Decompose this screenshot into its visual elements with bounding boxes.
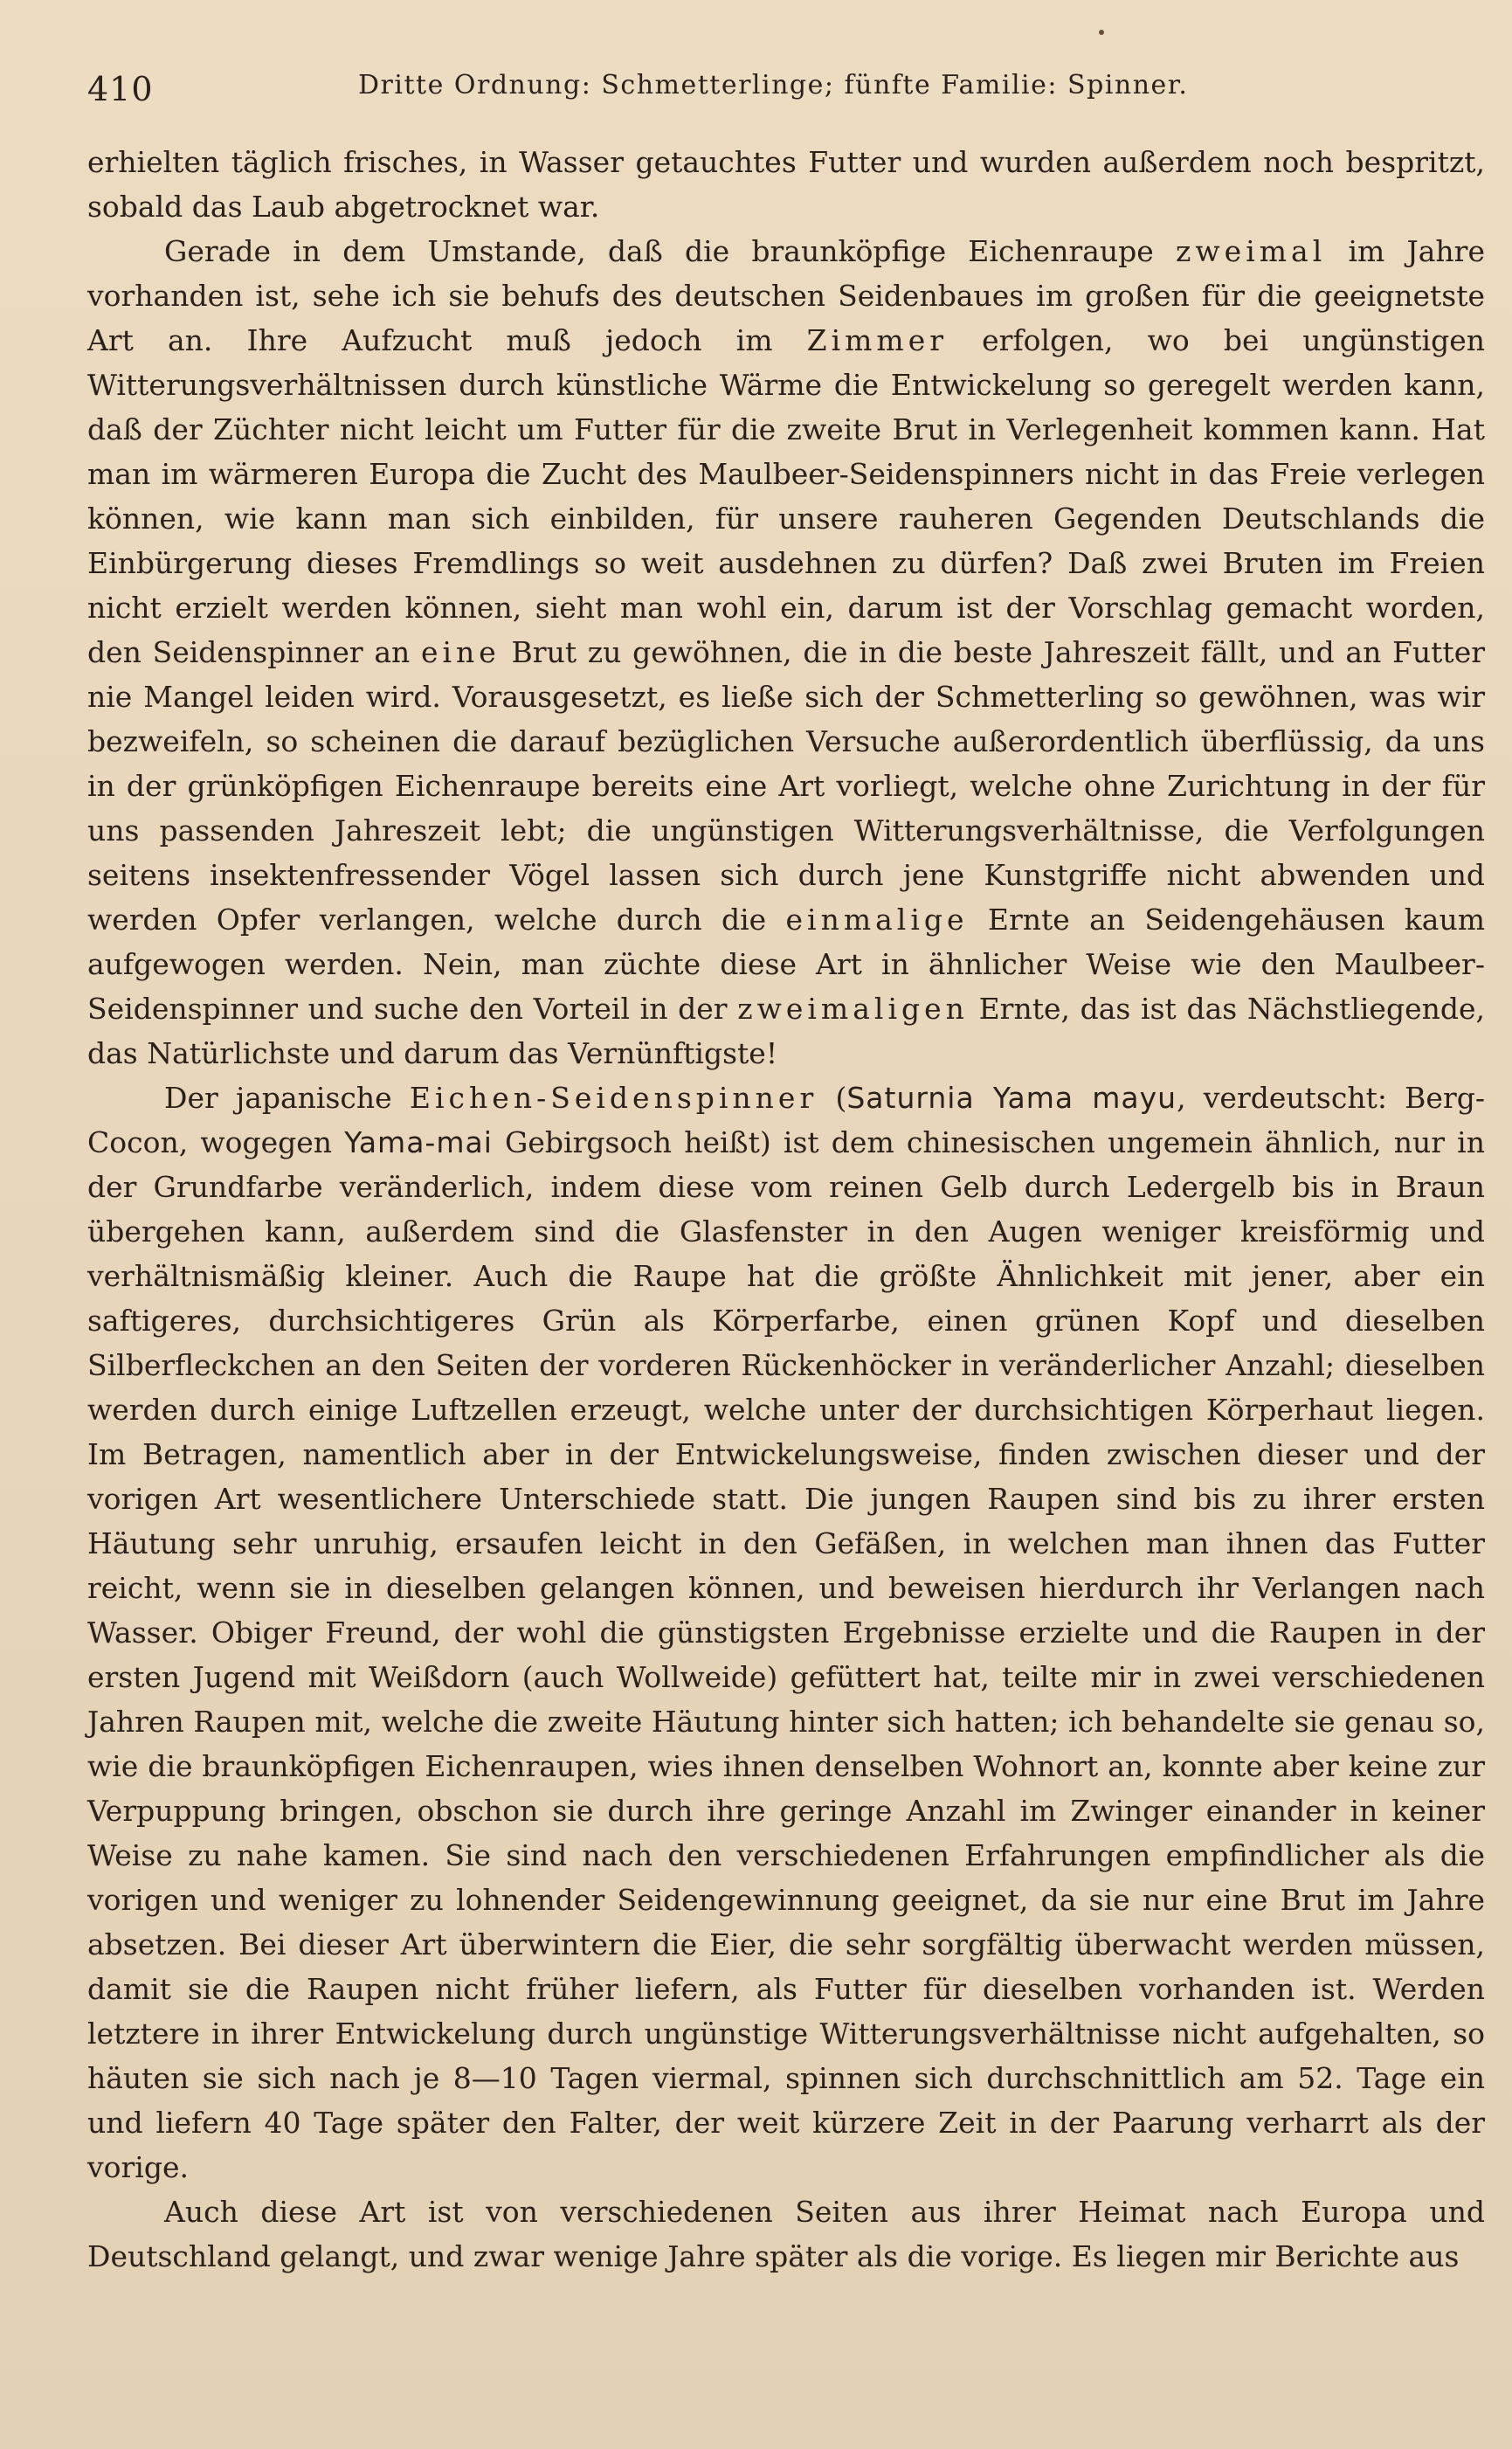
p3-species-name: Eichen-Seidenspinner bbox=[409, 1081, 818, 1115]
ink-speck bbox=[1099, 30, 1104, 35]
p3-latin-name: Saturnia Yama mayu bbox=[846, 1081, 1177, 1115]
body-text bbox=[87, 140, 1485, 2279]
paragraph-3 bbox=[87, 1076, 1485, 2190]
paragraph-1-text: erhielten täglich frisches, in Wasser getauchtes Futter und wurden außerdem noch bespritzt, sobald das Laub abgetrocknet war. bbox=[87, 145, 1485, 224]
p2-text-f: Ernte, das ist das Nächstliegende, das Natürlichste und darum das Vernünftigste! bbox=[87, 992, 1486, 1070]
p2-text-d: Brut zu gewöhnen, die in die beste Jahreszeit fällt, und an Futter nie Mangel leiden wird. Vorausgesetzt, es ließe sich der Schmetterling so gewöhnen, was wir bezweifeln, so scheinen die darauf bezüglichen Versuche außerordentlich überflüssig, da uns in der grünköpfigen Eichenraupe bereits eine Art vorliegt, welche ohne Zurichtung in der für uns passenden Jahreszeit lebt; die ungünstigen Witterungsverhältnisse, die Verfolgungen seitens insektenfressender Vögel lassen sich durch jene Kunstgriffe nicht abwenden und werden Opfer verlangen, welche durch die bbox=[87, 635, 1485, 937]
p3-text-b: ( bbox=[818, 1081, 847, 1115]
p2-emphasis-d: einmalige bbox=[785, 903, 969, 937]
p2-emphasis-c: eine bbox=[420, 635, 501, 669]
p2-emphasis-e: zweimaligen bbox=[737, 992, 969, 1026]
paragraph-4 bbox=[87, 2190, 1485, 2279]
p3-latin-term: Yama-mai bbox=[344, 1125, 493, 1159]
p3-text-a: Der japanische bbox=[164, 1081, 410, 1115]
p2-emphasis-a: zweimal bbox=[1176, 234, 1327, 268]
page-number: 410 bbox=[87, 70, 154, 108]
paragraph-4-text: Auch diese Art ist von verschiedenen Seiten aus ihrer Heimat nach Europa und Deutschland gelangt, und zwar wenige Jahre später als die vorige. Es liegen mir Berichte aus bbox=[87, 2195, 1485, 2273]
p2-text-e: Ernte an Seidengehäusen kaum aufgewogen werden. Nein, man züchte diese Art in ähnlicher Weise wie den Maulbeer-Seidenspinner und suche den Vorteil in der bbox=[87, 903, 1485, 1026]
running-head: Dritte Ordnung: Schmetterlinge; fünfte Familie: Spinner. bbox=[358, 70, 1189, 100]
paragraph-1 bbox=[87, 140, 1485, 229]
p2-text-b: im Jahre vorhanden ist, sehe ich sie behufs des deutschen Seidenbaues im großen für die geeignetste Art an. Ihre Aufzucht muß jedoch im bbox=[87, 234, 1485, 357]
p3-text-d: Gebirgsoch heißt) ist dem chinesischen ungemein ähnlich, nur in der Grundfarbe veränderlich, indem diese vom reinen Gelb durch Ledergelb bis in Braun übergehen kann, außerdem sind die Glasfenster in den Augen weniger kreisförmig und verhältnismäßig kleiner. Auch die Raupe hat die größte Ähnlichkeit mit jener, aber ein saftigeres, durchsichtigeres Grün als Körperfarbe, einen grünen Kopf und dieselben Silberfleckchen an den Seiten der vorderen Rückenhöcker in veränderlicher Anzahl; dieselben werden durch einige Luftzellen erzeugt, welche unter der durchsichtigen Körperhaut liegen. Im Betragen, namentlich aber in der Entwickelungsweise, finden zwischen dieser und der vorigen Art wesentlichere Unterschiede statt. Die jungen Raupen sind bis zu ihrer ersten Häutung sehr unruhig, ersaufen leicht in den Gefäßen, in welchen man ihnen das Futter reicht, wenn sie in dieselben gelangen können, und beweisen hierdurch ihr Verlangen nach Wasser. Obiger Freund, der wohl die günstigsten Ergebnisse erzielte und die Raupen in der ersten Jugend mit Weißdorn (auch Wollweide) gefüttert hat, teilte mir in zwei verschiedenen Jahren Raupen mit, welche die zweite Häutung hinter sich hatten; ich behandelte sie genau so, wie die braunköpfigen Eichenraupen, wies ihnen denselben Wohnort an, konnte aber keine zur Verpuppung bringen, obschon sie durch ihre geringe Anzahl im Zwinger einander in keiner Weise zu nahe kamen. Sie sind nach den verschiedenen Erfahrungen empfindlicher als die vorigen und weniger zu lohnender Seidengewinnung geeignet, da sie nur eine Brut im Jahre absetzen. Bei dieser Art überwintern die Eier, die sehr sorgfältig überwacht werden müssen, damit sie die Raupen nicht früher liefern, als Futter für dieselben vorhanden ist. Werden letztere in ihrer Entwickelung durch ungünstige Witterungsverhältnisse nicht aufgehalten, so häuten sie sich nach je 8—10 Tagen viermal, spinnen sich durchschnittlich am 52. Tage ein und liefern 40 Tage später den Falter, der weit kürzere Zeit in der Paarung verharrt als der vorige. bbox=[87, 1125, 1485, 2184]
page-header bbox=[87, 63, 1485, 107]
p2-text-c: erfolgen, wo bei ungünstigen Witterungsverhältnissen durch künstliche Wärme die Entwickelung so geregelt werden kann, daß der Züchter nicht leicht um Futter für die zweite Brut in Verlegenheit kommen kann. Hat man im wärmeren Europa die Zucht des Maulbeer-Seidenspinners nicht in das Freie verlegen können, wie kann man sich einbilden, für unsere rauheren Gegenden Deutschlands die Einbürgerung dieses Fremdlings so weit ausdehnen zu dürfen? Daß zwei Bruten im Freien nicht erzielt werden können, sieht man wohl ein, darum ist der Vorschlag gemacht worden, den Seidenspinner an bbox=[87, 323, 1485, 669]
p2-text-a: Gerade in dem Umstande, daß die braunköpfige Eichenraupe bbox=[164, 234, 1177, 268]
paragraph-2 bbox=[87, 229, 1485, 1076]
p2-emphasis-b: Zimmer bbox=[806, 323, 949, 357]
p3-text-c: , verdeutscht: Berg-Cocon, wogegen bbox=[87, 1081, 1485, 1159]
